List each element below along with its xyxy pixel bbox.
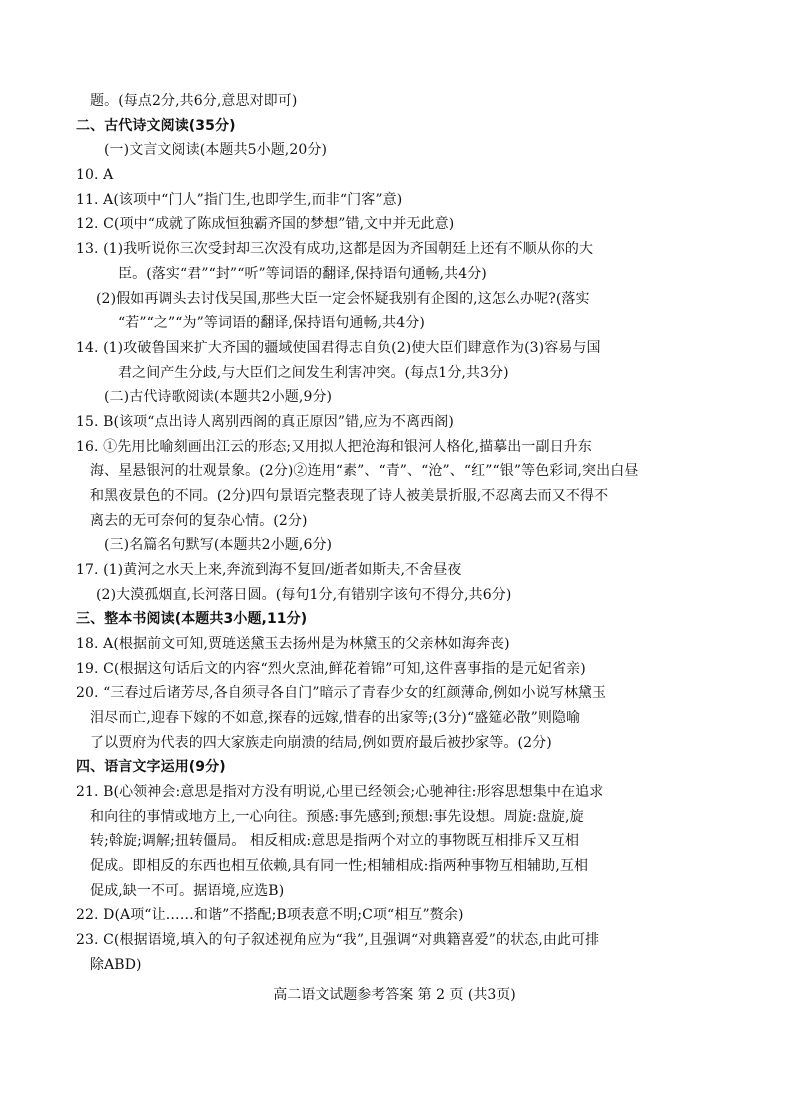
answer-line: 君之间产生分歧,与大臣们之间发生利害冲突。(每点1分,共3分) — [118, 365, 509, 381]
text-line: 题。(每点2分,共6分,意思对即可) — [90, 93, 298, 109]
answer-line: “若”“之”“为”等词语的翻译,保持语句通畅,共4分) — [118, 315, 425, 331]
subsection-heading: (三)名篇名句默写(本题共2小题,6分) — [104, 537, 333, 553]
section-heading: 四、语言文字运用(9分) — [76, 759, 226, 775]
answer-line: 18. A(根据前文可知,贾琏送黛玉去扬州是为林黛玉的父亲林如海奔丧) — [76, 636, 510, 652]
section-heading: 二、古代诗文阅读(35分) — [76, 118, 236, 134]
answer-line: 了以贾府为代表的四大家族走向崩溃的结局,例如贾府最后被抄家等。(2分) — [90, 735, 552, 751]
answer-line: 23. C(根据语境,填入的句子叙述视角应为“我”,且强调“对典籍喜爱”的状态,由此可排 — [76, 932, 600, 948]
answer-line: 21. B(心领神会:意思是指对方没有明说,心里已经领会;心驰神往:形容思想集中在追求 — [76, 784, 604, 800]
answer-line: 10. A — [76, 167, 114, 183]
answer-line: 离去的无可奈何的复杂心情。(2分) — [90, 513, 308, 529]
page-footer: 高二语文试题参考答案 第 2 页 (共3页) — [273, 987, 516, 1003]
answer-line: 促成,缺一不可。据语境,应选B) — [90, 883, 285, 899]
answer-line: 促成。即相反的东西也相互依赖,具有同一性;相辅相成:指两种事物互相辅助,互相 — [90, 858, 589, 874]
answer-line: 19. C(根据这句话后文的内容“烈火烹油,鲜花着锦”可知,这件喜事指的是元妃省亲) — [76, 661, 586, 677]
subsection-heading: (二)古代诗歌阅读(本题共2小题,9分) — [104, 389, 333, 405]
answer-line: 22. D(A项“让……和谐”不搭配;B项表意不明;C项“相互”赘余) — [76, 907, 464, 923]
answer-line: (2)大漠孤烟直,长河落日圆。(每句1分,有错别字该句不得分,共6分) — [96, 587, 512, 603]
subsection-heading: (一)文言文阅读(本题共5小题,20分) — [104, 142, 328, 158]
answer-line: 16. ①先用比喻刻画出江云的形态;又用拟人把沧海和银河人格化,描摹出一副日升东 — [76, 439, 592, 455]
answer-line: 11. A(该项中“门人”指门生,也即学生,而非“门客”意) — [76, 192, 403, 208]
answer-line: 泪尽而亡,迎春下嫁的不如意,探春的远嫁,惜春的出家等;(3分)“盛筵必散”则隐喻 — [90, 710, 581, 726]
answer-line: 15. B(该项“点出诗人离别西阁的真正原因”错,应为不离西阁) — [76, 414, 454, 430]
answer-line: 臣。(落实“君”“封”“听”等词语的翻译,保持语句通畅,共4分) — [118, 266, 487, 282]
answer-line: 和向往的事情或地方上,一心向往。预感:事先感到;预想:事先设想。周旋:盘旋,旋 — [90, 809, 584, 825]
section-heading: 三、整本书阅读(本题共3小题,11分) — [76, 611, 308, 627]
answer-line: 海、星悬银河的壮观景象。(2分)②连用“素”、“青”、“沧”、“红”“银”等色彩词,突出白昼 — [90, 463, 639, 479]
answer-line: 和黑夜景色的不同。(2分)四句景语完整表现了诗人被美景折服,不忍离去而又不得不 — [90, 488, 609, 504]
answer-line: 转;斡旋;调解;扭转僵局。 相反相成:意思是指两个对立的事物既互相排斥又互相 — [90, 833, 580, 849]
answer-line: (2)假如再调头去讨伐吴国,那些大臣一定会怀疑我别有企图的,这怎么办呢?(落实 — [96, 291, 590, 307]
answer-line: 13. (1)我听说你三次受封却三次没有成功,这都是因为齐国朝廷上还有不顺从你的大 — [76, 241, 594, 257]
answer-line: 20. “三春过后诸芳尽,各自须寻各自门”暗示了青春少女的红颜薄命,例如小说写林黛玉 — [76, 685, 607, 701]
answer-line: 除ABD) — [90, 957, 142, 973]
answer-line: 12. C(项中“成就了陈成恒独霸齐国的梦想”错,文中并无此意) — [76, 216, 455, 232]
answer-line: 14. (1)攻破鲁国来扩大齐国的疆域使国君得志自负(2)使大臣们肆意作为(3)容易与国 — [76, 340, 601, 356]
answer-line: 17. (1)黄河之水天上来,奔流到海不复回/逝者如斯夫,不舍昼夜 — [76, 562, 462, 578]
